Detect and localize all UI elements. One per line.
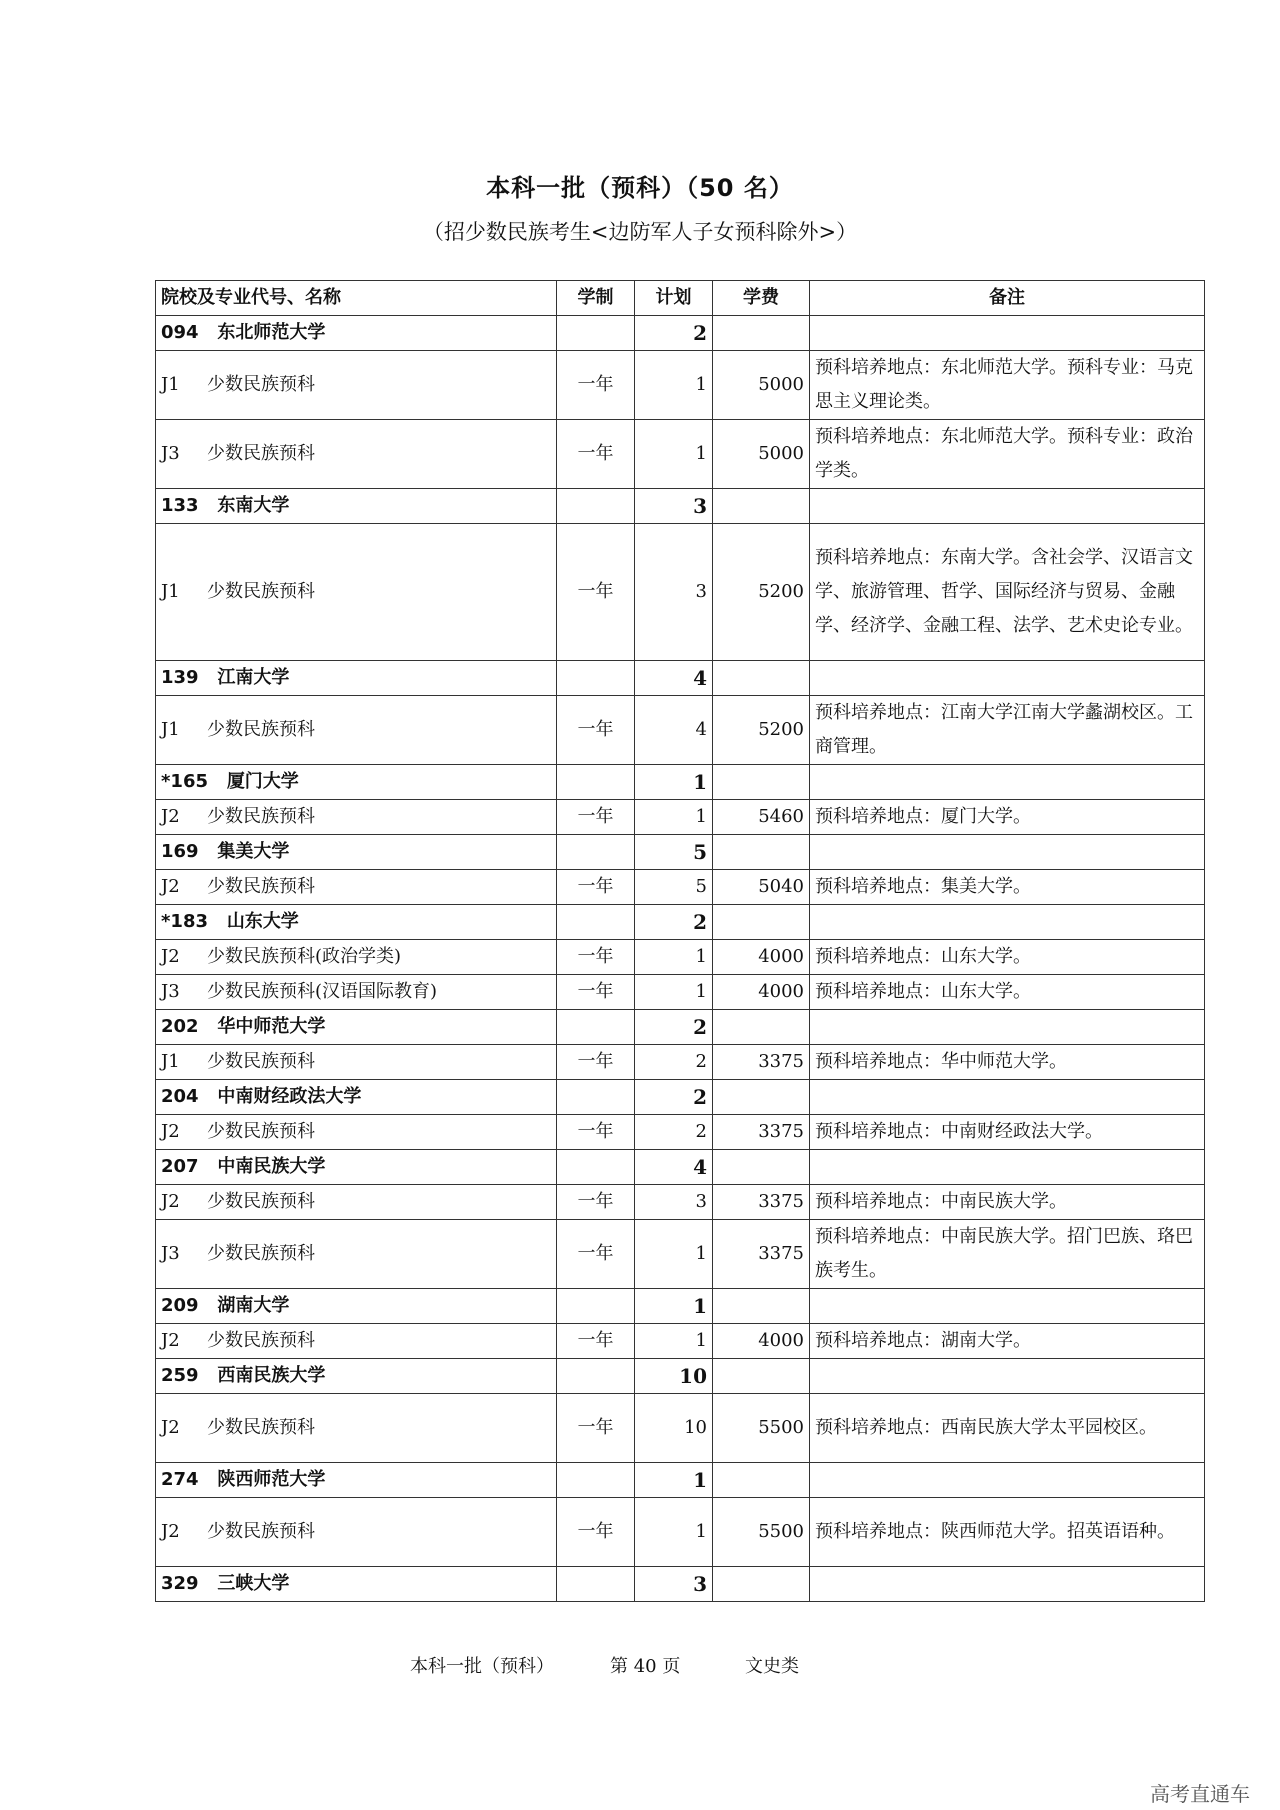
- major-note: 预科培养地点：东北师范大学。预科专业：马克思主义理论类。: [810, 351, 1205, 420]
- school-code: 169: [161, 841, 199, 862]
- major-name-cell: [156, 1324, 557, 1359]
- major-code: J2: [161, 806, 180, 827]
- major-name: 少数民族预科: [207, 1417, 315, 1438]
- school-row: [156, 905, 1205, 940]
- major-name: 少数民族预科: [207, 1243, 315, 1264]
- major-length: 一年: [557, 1115, 635, 1150]
- school-name: 西南民族大学: [217, 1365, 326, 1386]
- major-plan: 1: [635, 940, 713, 975]
- major-note: 预科培养地点：江南大学江南大学蠡湖校区。工商管理。: [810, 696, 1205, 765]
- major-name-cell: [156, 870, 557, 905]
- school-name-cell: [156, 1463, 557, 1498]
- school-row: [156, 1463, 1205, 1498]
- major-name-cell: [156, 1115, 557, 1150]
- school-name-cell: [156, 661, 557, 696]
- major-name: 少数民族预科: [207, 719, 315, 740]
- school-plan: 2: [635, 1080, 713, 1115]
- major-fee: 4000: [713, 975, 810, 1010]
- major-plan: 2: [635, 1115, 713, 1150]
- school-name-cell: [156, 316, 557, 351]
- school-name: 湖南大学: [217, 1295, 290, 1316]
- major-code: J2: [161, 1417, 180, 1438]
- header-fee: 学费: [713, 281, 810, 316]
- header-name: 院校及专业代号、名称: [156, 281, 557, 316]
- school-name: 中南民族大学: [217, 1156, 326, 1177]
- major-plan: 2: [635, 1045, 713, 1080]
- major-plan: 1: [635, 420, 713, 489]
- major-length: 一年: [557, 1185, 635, 1220]
- major-note: 预科培养地点：中南民族大学。: [810, 1185, 1205, 1220]
- major-note: 预科培养地点：中南财经政法大学。: [810, 1115, 1205, 1150]
- major-fee: 5040: [713, 870, 810, 905]
- major-name-cell: [156, 800, 557, 835]
- major-row: [156, 1220, 1205, 1289]
- major-note: 预科培养地点：华中师范大学。: [810, 1045, 1205, 1080]
- major-plan: 1: [635, 1324, 713, 1359]
- major-code: J1: [161, 581, 180, 602]
- major-name: 少数民族预科: [207, 581, 315, 602]
- major-plan: 3: [635, 1185, 713, 1220]
- school-plan: 1: [635, 765, 713, 800]
- major-fee: 3375: [713, 1220, 810, 1289]
- major-row: [156, 420, 1205, 489]
- school-code: *183: [161, 911, 208, 932]
- page-title: 本科一批（预科）（50 名）: [486, 174, 794, 202]
- major-code: J2: [161, 1121, 180, 1142]
- footer-category: 文史类: [745, 1656, 799, 1677]
- school-name-cell: [156, 905, 557, 940]
- major-length: 一年: [557, 870, 635, 905]
- major-name-cell: [156, 524, 557, 661]
- major-name: 少数民族预科(汉语国际教育): [207, 981, 438, 1002]
- major-plan: 1: [635, 1220, 713, 1289]
- major-row: [156, 696, 1205, 765]
- major-name: 少数民族预科: [207, 1051, 315, 1072]
- major-note: 预科培养地点：陕西师范大学。招英语语种。: [810, 1498, 1205, 1567]
- school-plan: 3: [635, 489, 713, 524]
- school-name-cell: [156, 1289, 557, 1324]
- school-row: [156, 1289, 1205, 1324]
- school-row: [156, 661, 1205, 696]
- school-row: [156, 1150, 1205, 1185]
- major-row: [156, 800, 1205, 835]
- major-name: 少数民族预科: [207, 876, 315, 897]
- school-name: 东北师范大学: [217, 322, 326, 343]
- school-plan: 2: [635, 316, 713, 351]
- school-name-cell: [156, 1010, 557, 1045]
- major-row: [156, 1185, 1205, 1220]
- school-plan: 2: [635, 905, 713, 940]
- school-code: 274: [161, 1469, 199, 1490]
- major-plan: 1: [635, 351, 713, 420]
- school-code: 259: [161, 1365, 199, 1386]
- major-length: 一年: [557, 696, 635, 765]
- school-plan: 2: [635, 1010, 713, 1045]
- school-row: [156, 489, 1205, 524]
- school-row: [156, 765, 1205, 800]
- header-plan: 计划: [635, 281, 713, 316]
- school-name: 陕西师范大学: [217, 1469, 326, 1490]
- table-header-row: [156, 281, 1205, 316]
- major-note: 预科培养地点：中南民族大学。招门巴族、珞巴族考生。: [810, 1220, 1205, 1289]
- major-code: J1: [161, 374, 180, 395]
- major-row: [156, 975, 1205, 1010]
- major-fee: 5200: [713, 696, 810, 765]
- school-name-cell: [156, 1359, 557, 1394]
- school-row: [156, 1080, 1205, 1115]
- major-note: 预科培养地点：山东大学。: [810, 940, 1205, 975]
- major-name-cell: [156, 1220, 557, 1289]
- major-code: J1: [161, 719, 180, 740]
- major-row: [156, 351, 1205, 420]
- header-note: 备注: [810, 281, 1205, 316]
- major-code: J2: [161, 876, 180, 897]
- major-length: 一年: [557, 800, 635, 835]
- major-name: 少数民族预科: [207, 443, 315, 464]
- school-plan: 1: [635, 1289, 713, 1324]
- major-code: J3: [161, 443, 180, 464]
- school-row: [156, 835, 1205, 870]
- major-note: 预科培养地点：集美大学。: [810, 870, 1205, 905]
- major-name-cell: [156, 696, 557, 765]
- major-code: J3: [161, 1243, 180, 1264]
- major-fee: 5000: [713, 351, 810, 420]
- major-length: 一年: [557, 940, 635, 975]
- major-fee: 5460: [713, 800, 810, 835]
- major-code: J2: [161, 1330, 180, 1351]
- school-name-cell: [156, 1080, 557, 1115]
- major-name: 少数民族预科: [207, 806, 315, 827]
- school-code: 202: [161, 1016, 199, 1037]
- school-name: 中南财经政法大学: [217, 1086, 362, 1107]
- school-code: 139: [161, 667, 199, 688]
- major-name-cell: [156, 940, 557, 975]
- footer-section: 本科一批（预科）: [410, 1656, 554, 1677]
- school-row: [156, 1359, 1205, 1394]
- footer-page-number: 第 40 页: [610, 1656, 681, 1677]
- major-fee: 5000: [713, 420, 810, 489]
- major-name-cell: [156, 1394, 557, 1463]
- major-plan: 1: [635, 975, 713, 1010]
- major-name-cell: [156, 1185, 557, 1220]
- major-length: 一年: [557, 1498, 635, 1567]
- major-name-cell: [156, 1045, 557, 1080]
- school-code: 329: [161, 1573, 199, 1594]
- major-name: 少数民族预科: [207, 1191, 315, 1212]
- major-name-cell: [156, 1498, 557, 1567]
- major-name: 少数民族预科: [207, 1521, 315, 1542]
- major-plan: 1: [635, 1498, 713, 1567]
- school-plan: 4: [635, 1150, 713, 1185]
- school-plan: 3: [635, 1567, 713, 1602]
- school-name: 华中师范大学: [217, 1016, 326, 1037]
- page-footer: [410, 1652, 799, 1678]
- major-plan: 1: [635, 800, 713, 835]
- major-code: J2: [161, 946, 180, 967]
- major-length: 一年: [557, 351, 635, 420]
- school-plan: 10: [635, 1359, 713, 1394]
- major-row: [156, 1394, 1205, 1463]
- school-name: 山东大学: [226, 911, 299, 932]
- major-name: 少数民族预科: [207, 374, 315, 395]
- major-code: J1: [161, 1051, 180, 1072]
- major-fee: 3375: [713, 1115, 810, 1150]
- major-fee: 5200: [713, 524, 810, 661]
- school-name: 三峡大学: [217, 1573, 290, 1594]
- major-fee: 5500: [713, 1394, 810, 1463]
- major-plan: 5: [635, 870, 713, 905]
- header-length: 学制: [557, 281, 635, 316]
- school-name-cell: [156, 835, 557, 870]
- school-row: [156, 1010, 1205, 1045]
- major-fee: 4000: [713, 940, 810, 975]
- enrollment-plan-table: [155, 280, 1205, 1602]
- major-row: [156, 940, 1205, 975]
- major-code: J2: [161, 1521, 180, 1542]
- major-length: 一年: [557, 1394, 635, 1463]
- major-note: 预科培养地点：山东大学。: [810, 975, 1205, 1010]
- major-row: [156, 1115, 1205, 1150]
- major-row: [156, 1324, 1205, 1359]
- school-code: 204: [161, 1086, 199, 1107]
- major-name: 少数民族预科: [207, 1330, 315, 1351]
- school-plan: 4: [635, 661, 713, 696]
- major-fee: 3375: [713, 1045, 810, 1080]
- major-row: [156, 524, 1205, 661]
- major-plan: 4: [635, 696, 713, 765]
- major-name: 少数民族预科(政治学类): [207, 946, 402, 967]
- major-length: 一年: [557, 1045, 635, 1080]
- major-plan: 10: [635, 1394, 713, 1463]
- major-name: 少数民族预科: [207, 1121, 315, 1142]
- school-row: [156, 1567, 1205, 1602]
- major-length: 一年: [557, 1324, 635, 1359]
- school-name-cell: [156, 765, 557, 800]
- school-code: 094: [161, 322, 199, 343]
- major-fee: 4000: [713, 1324, 810, 1359]
- watermark: 高考直通车: [1150, 1782, 1250, 1806]
- major-row: [156, 1045, 1205, 1080]
- school-name: 江南大学: [217, 667, 290, 688]
- major-note: 预科培养地点：西南民族大学太平园校区。: [810, 1394, 1205, 1463]
- school-code: 209: [161, 1295, 199, 1316]
- school-name-cell: [156, 1150, 557, 1185]
- major-note: 预科培养地点：东北师范大学。预科专业：政治学类。: [810, 420, 1205, 489]
- major-name-cell: [156, 975, 557, 1010]
- major-note: 预科培养地点：厦门大学。: [810, 800, 1205, 835]
- major-note: 预科培养地点：湖南大学。: [810, 1324, 1205, 1359]
- school-name: 东南大学: [217, 495, 290, 516]
- major-fee: 3375: [713, 1185, 810, 1220]
- major-length: 一年: [557, 420, 635, 489]
- page-subtitle: （招少数民族考生<边防军人子女预科除外>）: [422, 220, 858, 244]
- school-name-cell: [156, 489, 557, 524]
- major-length: 一年: [557, 975, 635, 1010]
- school-code: 133: [161, 495, 199, 516]
- school-code: *165: [161, 771, 208, 792]
- major-code: J3: [161, 981, 180, 1002]
- major-code: J2: [161, 1191, 180, 1212]
- major-name-cell: [156, 351, 557, 420]
- school-name-cell: [156, 1567, 557, 1602]
- school-name: 厦门大学: [226, 771, 299, 792]
- major-length: 一年: [557, 524, 635, 661]
- school-row: [156, 316, 1205, 351]
- major-name-cell: [156, 420, 557, 489]
- major-plan: 3: [635, 524, 713, 661]
- major-row: [156, 1498, 1205, 1567]
- major-fee: 5500: [713, 1498, 810, 1567]
- major-row: [156, 870, 1205, 905]
- school-plan: 1: [635, 1463, 713, 1498]
- school-plan: 5: [635, 835, 713, 870]
- major-note: 预科培养地点：东南大学。含社会学、汉语言文学、旅游管理、哲学、国际经济与贸易、金融学、经济学、金融工程、法学、艺术史论专业。: [810, 524, 1205, 661]
- school-code: 207: [161, 1156, 199, 1177]
- school-name: 集美大学: [217, 841, 290, 862]
- major-length: 一年: [557, 1220, 635, 1289]
